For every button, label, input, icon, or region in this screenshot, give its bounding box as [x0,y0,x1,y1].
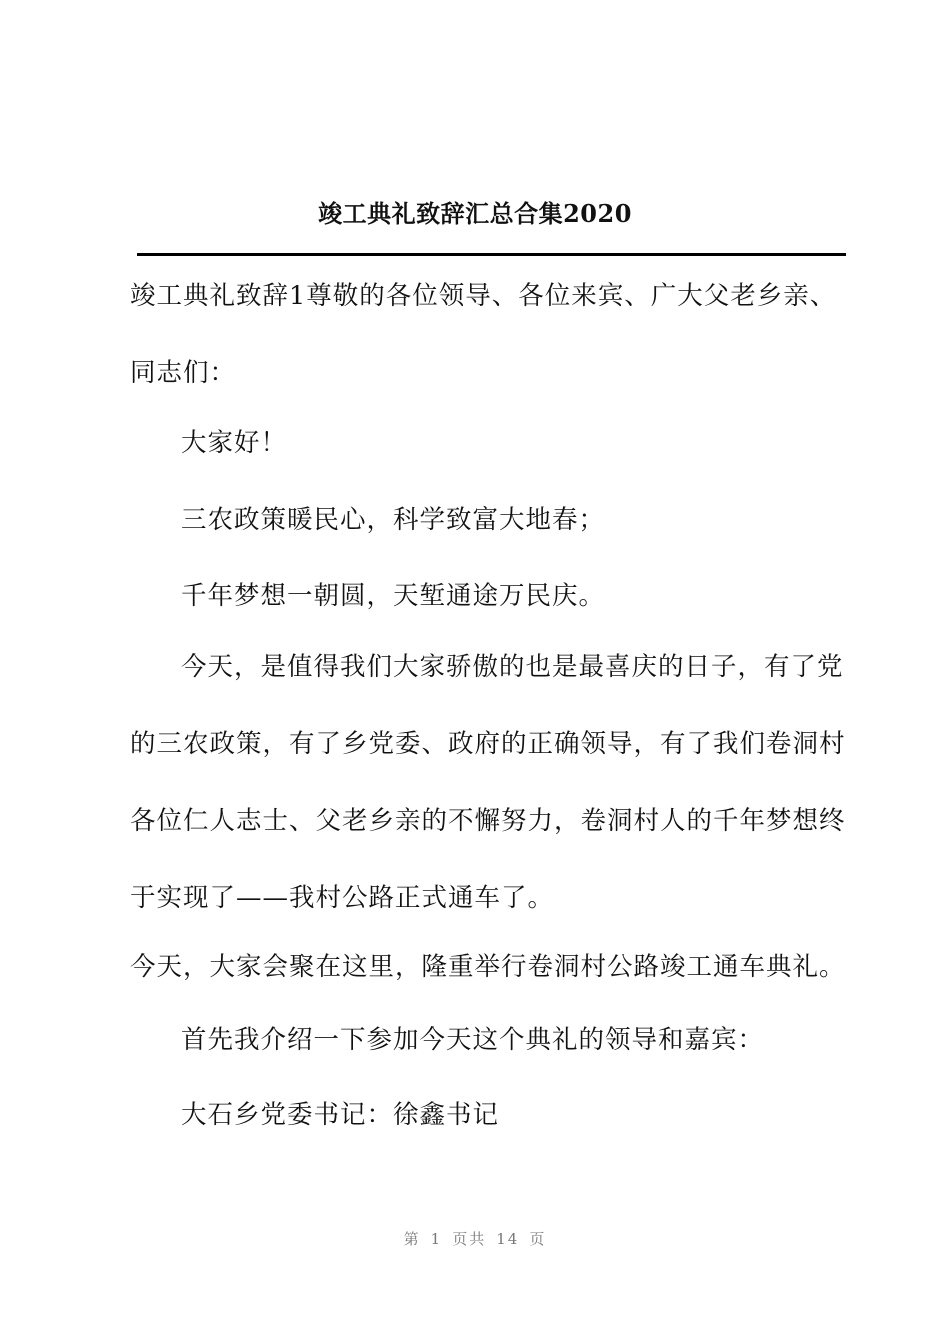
paragraph-couplet-line-1: 三农政策暖民心，科学致富大地春； [181,505,606,535]
footer-label-page: 第 [403,1230,421,1248]
page-footer [0,1228,950,1249]
footer-label-end: 页 [529,1230,547,1248]
paragraph-greeting: 大家好！ [181,428,288,458]
paragraph-introduction: 首先我介绍一下参加今天这个典礼的领导和嘉宾： [181,1025,765,1055]
footer-total-pages: 14 [496,1230,520,1248]
footer-page-number: 1 [430,1230,443,1248]
paragraph-salutation: 竣工典礼致辞1尊敬的各位领导、各位来宾、广大父老乡亲、同志们： [130,281,837,388]
document-title: 竣工典礼致辞汇总合集2020 [318,199,632,228]
paragraph-gathering: 今天，大家会聚在这里，隆重举行卷洞村公路竣工通车典礼。 [130,952,846,982]
footer-label-of: 页共 [452,1230,487,1248]
paragraph-body-today: 今天，是值得我们大家骄傲的也是最喜庆的日子，有了党的三农政策，有了乡党委、政府的正确领导，有了我们卷洞村各位仁人志士、父老乡亲的不懈努力，卷洞村人的千年梦想终于实现了——我村公路正式通车了。 [130,652,846,913]
paragraph-couplet-line-2: 千年梦想一朝圆，天堑通途万民庆。 [181,581,606,611]
title-underline [137,253,846,256]
paragraph-guest-1: 大石乡党委书记：徐鑫书记 [181,1100,500,1130]
